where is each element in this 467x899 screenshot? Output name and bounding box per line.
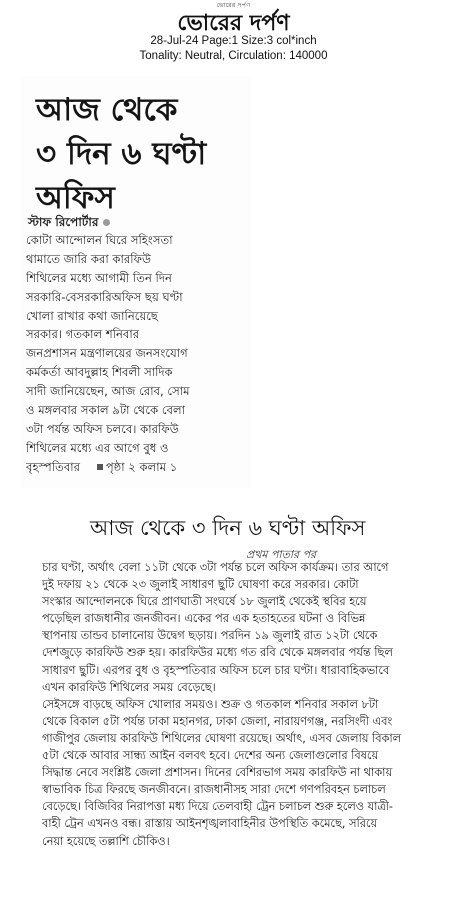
body-line: নেয়া হয়েছে তল্লাশি চৌকিও। <box>42 834 170 848</box>
article2-headline: আজ থেকে ৩ দিন ৬ ঘণ্টা অফিস <box>90 516 366 540</box>
clip-meta-line-2: Tonality: Neutral, Circulation: 140000 <box>139 50 328 62</box>
body-line: সাধারণ ছুটি। এরপর বুধ ও বৃহস্পতিবার অফিস চলে চার ঘণ্টা। ধারাবাহিকভাবে <box>42 663 390 677</box>
masthead <box>0 2 467 36</box>
body-line: কোটা আন্দোলন ঘিরে সহিংসতা <box>26 233 173 247</box>
body-line: কর্মকর্তা আবদুল্লাহ শিবলী সাদিক <box>26 365 173 380</box>
masthead-logo: ভোরের দর্পণ <box>177 10 290 36</box>
body-line: পড়েছিল রাজধানীর জনজীবন। একের পর এক হতাহতের ঘটনা ও বিভিন্ন <box>42 612 366 626</box>
body-line: সেইসঙ্গে বাড়ছে অফিস খোলার সময়ও। শুক্র ও গতকাল শনিবার সকাল ৮টা <box>42 697 379 711</box>
body-line: এখন কারফিউ শিথিলের সময় বেড়েছে। <box>42 680 216 694</box>
body-line: গাজীপুর জেলায় কারফিউ শিথিলের ঘোষণা রয়েছে। অর্থাৎ, এসব জেলায় বিকাল <box>42 731 402 745</box>
body-line: স্বাভাবিক চিত্র ফিরছে জনজীবনে। রাজধানীসহ সারা দেশে গণপরিবহন চলাচল <box>42 783 386 797</box>
body-line: থামাতে জারি করা কারফিউ <box>26 251 152 266</box>
body-line: সংস্কার আন্দোলনকে ঘিরে প্রাণঘাতী সংঘর্ষে ১৮ জুলাই থেকেই স্থবির হয়ে <box>42 595 367 609</box>
article1-headline <box>36 88 206 220</box>
body-line: স্থাপনায় তান্ডব চালানোয় উদ্বেগ ছড়ায়। পরদিন ১৯ জুলাই রাত ১২টা থেকে <box>42 629 378 643</box>
headline-line: অফিস <box>36 180 115 216</box>
article-continuation <box>42 508 467 896</box>
clip-meta-line-1: 28-Jul-24 Page:1 Size:3 col*inch <box>150 35 317 47</box>
jump-marker-icon <box>97 464 103 470</box>
body-line-last <box>26 458 248 477</box>
byline-text: স্টাফ রিপোর্টার <box>28 215 99 229</box>
body-line: বেড়েছে। বিজিবির নিরাপত্তা মধ্য দিয়ে তেলবাহী ট্রেন চলাচল শুরু হলেও যাত্রী- <box>42 800 393 814</box>
headline-line: ৩ দিন ৬ ঘণ্টা <box>36 136 207 172</box>
body-line: ও মঙ্গলবার সকাল ৯টা থেকে বেলা <box>26 403 186 418</box>
body-line: শিথিলের মধ্যে এর আগে বুধ ও <box>26 440 169 455</box>
body-line: দেশজুড়ে কারফিউ শুরু হয়। কারফিউর মধ্যে গত রবি থেকে মঙ্গলবার পর্যন্ত ছিল <box>42 646 393 660</box>
continuation-jump: পৃষ্ঠা ২ কলাম ১ <box>105 459 178 474</box>
body-line: সাদী জানিয়েছেন, আজ রোব, সোম <box>26 384 190 399</box>
body-line: চার ঘণ্টা, অর্থাৎ বেলা ১১টা থেকে ৩টা পর্যন্ত চলে অফিস কার্যক্রম। তার আগে <box>42 561 389 574</box>
body-line: দুই দফায় ২১ থেকে ২৩ জুলাই সাধারণ ছুটি ঘোষণা করে সরকার। কোটা <box>42 578 359 592</box>
body-line: ৫টা থেকে আবার সান্ধ্য আইন বলবৎ হবে। দেশের অন্য জেলাগুলোর বিষয়ে <box>42 749 379 763</box>
article2-body <box>42 559 456 850</box>
body-line-text: বৃহস্পতিবার <box>26 459 81 474</box>
article1-body <box>26 231 248 477</box>
body-line: শিথিলের মধ্যে আগামী তিন দিন <box>26 270 172 285</box>
body-line: সরকার। গতকাল শনিবার <box>26 327 140 342</box>
bullet-icon <box>103 219 110 226</box>
body-line: বাহী ট্রেন এখনও বন্ধ। রাস্তায় আইনশৃঙ্খলাবাহিনীর উপস্থিতি কমেছে, সরিয়ে <box>42 817 378 831</box>
body-line: সরকারি-বেসরকারিঅফিস ছয় ঘণ্টা <box>26 289 183 304</box>
body-line: খোলা রাখার কথা জানিয়েছে <box>26 308 158 323</box>
article2-subhead: প্রথম পাতার পর <box>246 548 317 561</box>
body-line: থেকে বিকাল ৫টা পর্যন্ত ঢাকা মহানগর, ঢাকা জেলা, নারায়ণগঞ্জ, নরসিংদী এবং <box>42 714 393 728</box>
body-line: সিদ্ধান্ত নেবে সংশ্লিষ্ট জেলা প্রশাসন। দিনের বেশিরভাগ সময় কারফিউ না থাকায় <box>42 766 393 780</box>
body-line: ৩টা পর্যন্ত অফিস চলবে। কারফিউ <box>26 421 179 436</box>
body-line: জনপ্রশাসন মন্ত্রণালয়ের জনসংযোগ <box>26 346 188 361</box>
article-front-page <box>22 76 250 488</box>
masthead-tagline: ভোরের দর্পণ <box>216 2 251 9</box>
headline-line: আজ থেকে <box>36 92 178 128</box>
